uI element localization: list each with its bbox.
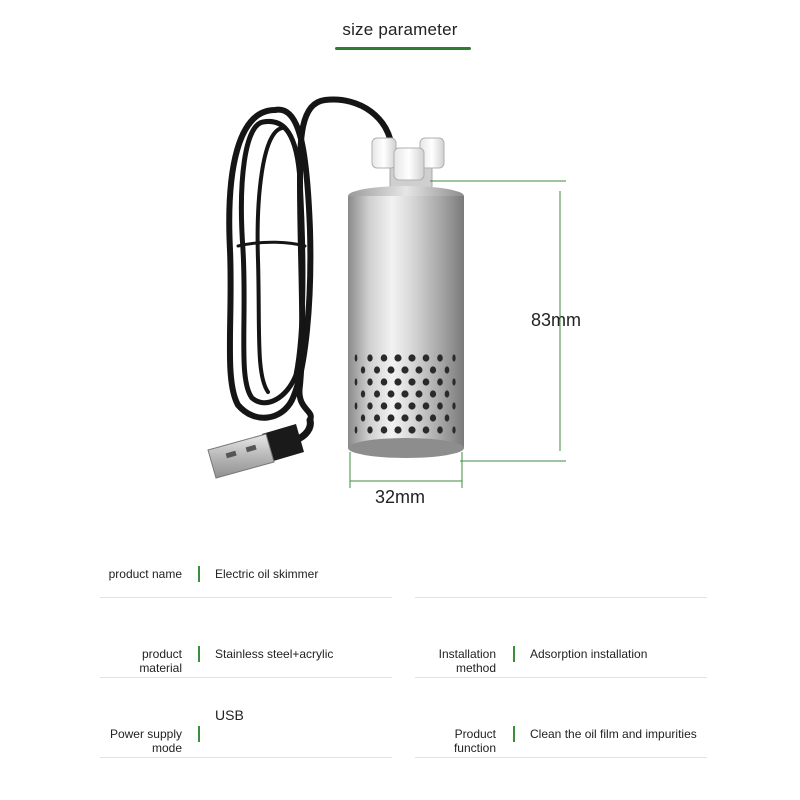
perforation-hole [408,378,415,385]
perforation-hole [437,378,443,385]
perforation-hole [416,414,423,421]
perforation-hole [367,378,372,385]
perforation-hole [408,426,415,433]
width-dimension-label: 32mm [375,487,426,507]
perforation-hole [394,354,401,361]
perforation-hole [452,354,455,361]
perforation-hole [437,426,443,433]
perforation-hole [430,390,436,397]
power-supply-mode-label [92,727,182,755]
perforation-hole [445,390,450,397]
perforation-hole [401,366,408,373]
perforation-hole [416,366,423,373]
divider-bar [198,566,200,582]
power-supply-mode-value: USB [215,707,244,723]
perforation-hole [408,402,415,409]
product-material-label-line2: material [139,661,182,675]
perforation-hole [423,378,430,385]
steel-cylinder [348,186,464,458]
perforation-hole [401,390,408,397]
height-dimension-label: 83mm [531,310,582,330]
perforation-hole [374,390,380,397]
product-material-label [92,647,182,675]
acrylic-fitting [372,138,444,191]
perforation-hole [430,366,436,373]
perforation-hole [430,414,436,421]
product-material-value: Stainless steel+acrylic [215,647,334,661]
perforation-hole [423,402,430,409]
page-title: size parameter [342,20,458,39]
divider-bar [513,726,515,742]
divider-bar [198,646,200,662]
perforation-hole [355,402,358,409]
divider-bar [198,726,200,742]
product-material-label-line1: product [141,647,182,661]
usb-plug [208,424,304,478]
perforation-hole [423,354,430,361]
product-name-label: product name [108,567,182,581]
perforation-hole [381,378,388,385]
perforation-hole [355,354,358,361]
perforation-hole [452,402,455,409]
perforation-hole [381,426,388,433]
perforation-hole [401,414,408,421]
row-divider [415,677,707,678]
row-divider [415,597,707,598]
installation-method-label [400,647,496,675]
installation-method-label-line1: Installation [438,647,496,661]
perforation-hole [355,378,358,385]
perforation-hole [367,402,372,409]
product-function-label-line2: function [453,741,496,755]
perforation-hole [408,354,415,361]
perforation-hole [355,426,358,433]
product-function-label [400,727,496,755]
row-divider [100,597,392,598]
perforation-hole [381,402,388,409]
row-divider [100,757,392,758]
perforation-hole [394,378,401,385]
installation-method-label-line2: method [455,661,496,675]
perforation-hole [374,414,380,421]
perforation-hole [437,354,443,361]
row-divider [415,757,707,758]
perforation-hole [367,426,372,433]
perforation-hole [374,366,380,373]
perforation-hole [361,390,365,397]
perforation-hole [445,414,450,421]
installation-method-value: Adsorption installation [530,647,648,661]
perforation-hole [416,390,423,397]
perforation-hole [445,366,450,373]
perforation-hole [381,354,388,361]
perforation-hole [361,414,365,421]
perforation-hole [367,354,372,361]
perforation-hole [394,402,401,409]
row-divider [100,677,392,678]
divider-bar [513,646,515,662]
product-function-value: Clean the oil film and impurities [530,727,697,741]
perforation-hole [394,426,401,433]
perforation-hole [452,426,455,433]
power-supply-mode-label-line2: mode [151,741,182,755]
perforation-hole [361,366,365,373]
product-name-value: Electric oil skimmer [215,567,319,581]
perforation-hole [437,402,443,409]
perforation-hole [423,426,430,433]
power-supply-mode-label-line1: Power supply [109,727,182,741]
perforation-hole [452,378,455,385]
perforation-hole [388,366,395,373]
perforation-hole [388,390,395,397]
product-function-label-line1: Product [454,727,496,741]
perforation-hole [388,414,395,421]
